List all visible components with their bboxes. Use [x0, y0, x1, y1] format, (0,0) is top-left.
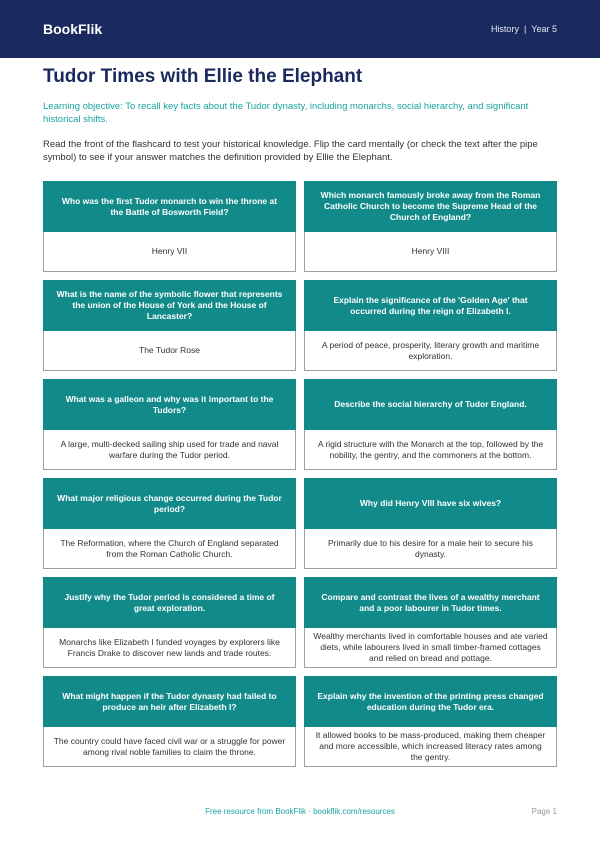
flashcard-answer: The Reformation, where the Church of England separated from the Roman Catholic Church.: [43, 529, 296, 569]
flashcard-answer: A rigid structure with the Monarch at the top, followed by the nobility, the gentry, and the commoners at the bottom.: [304, 430, 557, 470]
flashcard[interactable]: [43, 181, 296, 272]
flashcard-answer: A large, multi-decked sailing ship used for trade and naval warfare during the Tudor period.: [43, 430, 296, 470]
flashcard-question: Compare and contrast the lives of a wealthy merchant and a poor labourer in Tudor times.: [304, 577, 557, 628]
flashcard-question: Explain why the invention of the printing press changed education during the Tudor era.: [304, 676, 557, 727]
flashcard-question: What might happen if the Tudor dynasty had failed to produce an heir after Elizabeth I?: [43, 676, 296, 727]
flashcard-answer: The country could have faced civil war or a struggle for power among rival noble families to claim the throne.: [43, 727, 296, 767]
flashcard[interactable]: [304, 379, 557, 470]
flashcard-answer: Monarchs like Elizabeth I funded voyages by explorers like Francis Drake to discover new lands and trade routes.: [43, 628, 296, 668]
flashcard-answer: It allowed books to be mass-produced, making them cheaper and more accessible, which increased literacy rates among the gentry.: [304, 727, 557, 767]
flashcard[interactable]: [43, 280, 296, 371]
page-title: Tudor Times with Ellie the Elephant: [43, 66, 363, 87]
flashcard[interactable]: [43, 676, 296, 767]
flashcard-question: What is the name of the symbolic flower that represents the union of the House of York and the House of Lancaster?: [43, 280, 296, 331]
flashcard[interactable]: [43, 577, 296, 668]
flashcard-question: Why did Henry VIII have six wives?: [304, 478, 557, 529]
flashcard-question: What major religious change occurred during the Tudor period?: [43, 478, 296, 529]
flashcard-answer: Henry VIII: [304, 232, 557, 272]
flashcard-question: What was a galleon and why was it important to the Tudors?: [43, 379, 296, 430]
page-number: Page 1: [531, 807, 557, 816]
breadcrumb: [491, 24, 557, 34]
instructions: Read the front of the flashcard to test your historical knowledge. Flip the card mentally (or check the text after the pipe symbol) to see if your answer matches the definition provided by Ellie the Elephant.: [43, 139, 538, 163]
flashcard-question: Who was the first Tudor monarch to win the throne at the Battle of Bosworth Field?: [43, 181, 296, 232]
flashcard-grid: [43, 181, 557, 767]
flashcard-answer: A period of peace, prosperity, literary growth and maritime exploration.: [304, 331, 557, 371]
flashcard-question: Explain the significance of the 'Golden Age' that occurred during the reign of Elizabeth I.: [304, 280, 557, 331]
footer-credit[interactable]: Free resource from BookFlik · bookflik.com/resources: [205, 807, 395, 816]
flashcard[interactable]: [304, 577, 557, 668]
flashcard[interactable]: [304, 181, 557, 272]
flashcard-answer: The Tudor Rose: [43, 331, 296, 371]
flashcard-question: Justify why the Tudor period is considered a time of great exploration.: [43, 577, 296, 628]
flashcard[interactable]: [43, 478, 296, 569]
header-bar: [0, 0, 600, 58]
breadcrumb-year[interactable]: Year 5: [531, 24, 557, 34]
flashcard[interactable]: [304, 676, 557, 767]
learning-objective: Learning objective: To recall key facts about the Tudor dynasty, including monarchs, social hierarchy, and significant historical shifts.: [43, 101, 529, 125]
flashcard[interactable]: [304, 280, 557, 371]
breadcrumb-subject[interactable]: History: [490, 24, 519, 34]
flashcard[interactable]: [304, 478, 557, 569]
breadcrumb-separator: |: [523, 24, 527, 34]
flashcard-answer: Henry VII: [43, 232, 296, 272]
flashcard[interactable]: [43, 379, 296, 470]
brand-logo[interactable]: BookFlik: [43, 21, 103, 37]
flashcard-question: Which monarch famously broke away from the Roman Catholic Church to become the Supreme Head of the Church of England?: [304, 181, 557, 232]
flashcard-question: Describe the social hierarchy of Tudor England.: [304, 379, 557, 430]
flashcard-answer: Primarily due to his desire for a male heir to secure his dynasty.: [304, 529, 557, 569]
flashcard-answer: Wealthy merchants lived in comfortable houses and ate varied diets, while labourers lived in small timber-framed cottages and relied on bread and pottage.: [304, 628, 557, 668]
